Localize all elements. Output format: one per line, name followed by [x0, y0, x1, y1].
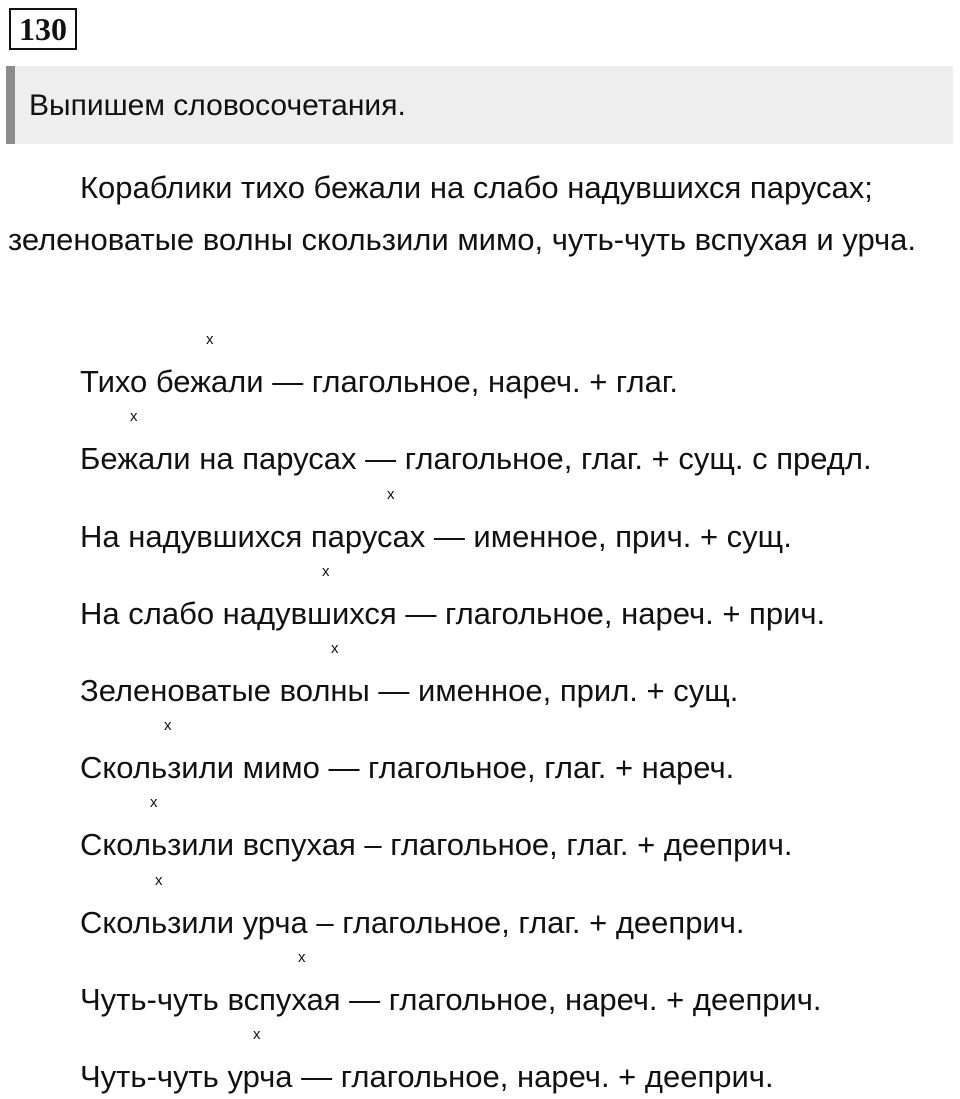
phrase-row [80, 487, 950, 557]
main-word-mark: x [164, 717, 172, 734]
main-word-mark: x [331, 640, 339, 657]
phrase-text: На надувшихся парусах — именное, прич. + сущ. [80, 519, 792, 554]
phrase-row [80, 950, 950, 1020]
main-word-mark: x [253, 1026, 261, 1043]
phrase-text: Скользили урча – глагольное, глаг. + дееприч. [80, 905, 745, 940]
main-word-mark: x [130, 408, 138, 425]
main-word-mark: x [150, 794, 158, 811]
phrase-row [80, 409, 950, 479]
phrase-row [80, 873, 950, 943]
phrase-text: На слабо надувшихся — глагольное, нареч. + прич. [80, 596, 826, 631]
phrase-text: Тихо бежали — глагольное, нареч. + глаг. [80, 364, 679, 399]
phrase-row [80, 718, 950, 788]
phrase-row [80, 795, 950, 865]
phrase-text: Чуть-чуть урча — глагольное, нареч. + дееприч. [80, 1059, 774, 1094]
phrase-text: Бежали на парусах — глагольное, глаг. + сущ. с предл. [80, 441, 872, 476]
phrase-text: Чуть-чуть вспухая — глагольное, нареч. + дееприч. [80, 982, 822, 1017]
task-banner [6, 66, 953, 144]
phrase-row [80, 332, 950, 402]
main-word-mark: x [322, 563, 330, 580]
phrase-row [80, 641, 950, 711]
source-text: Кораблики тихо бежали на слабо надувшихся парусах; зеленоватые волны скользили мимо, чуть-чуть вспухая и урча. [8, 170, 917, 257]
phrase-text: Скользили вспухая – глагольное, глаг. + дееприч. [80, 827, 793, 862]
task-text: Выпишем словосочетания. [29, 89, 406, 122]
main-word-mark: x [206, 331, 214, 348]
phrase-text: Скользили мимо — глагольное, глаг. + нареч. [80, 750, 735, 785]
main-word-mark: x [155, 872, 163, 889]
phrase-row [80, 564, 950, 634]
main-word-mark: x [298, 949, 306, 966]
exercise-number: 130 [9, 8, 77, 50]
phrase-text: Зеленоватые волны — именное, прил. + сущ. [80, 673, 739, 708]
main-word-mark: x [387, 486, 395, 503]
phrase-row [80, 1027, 950, 1097]
